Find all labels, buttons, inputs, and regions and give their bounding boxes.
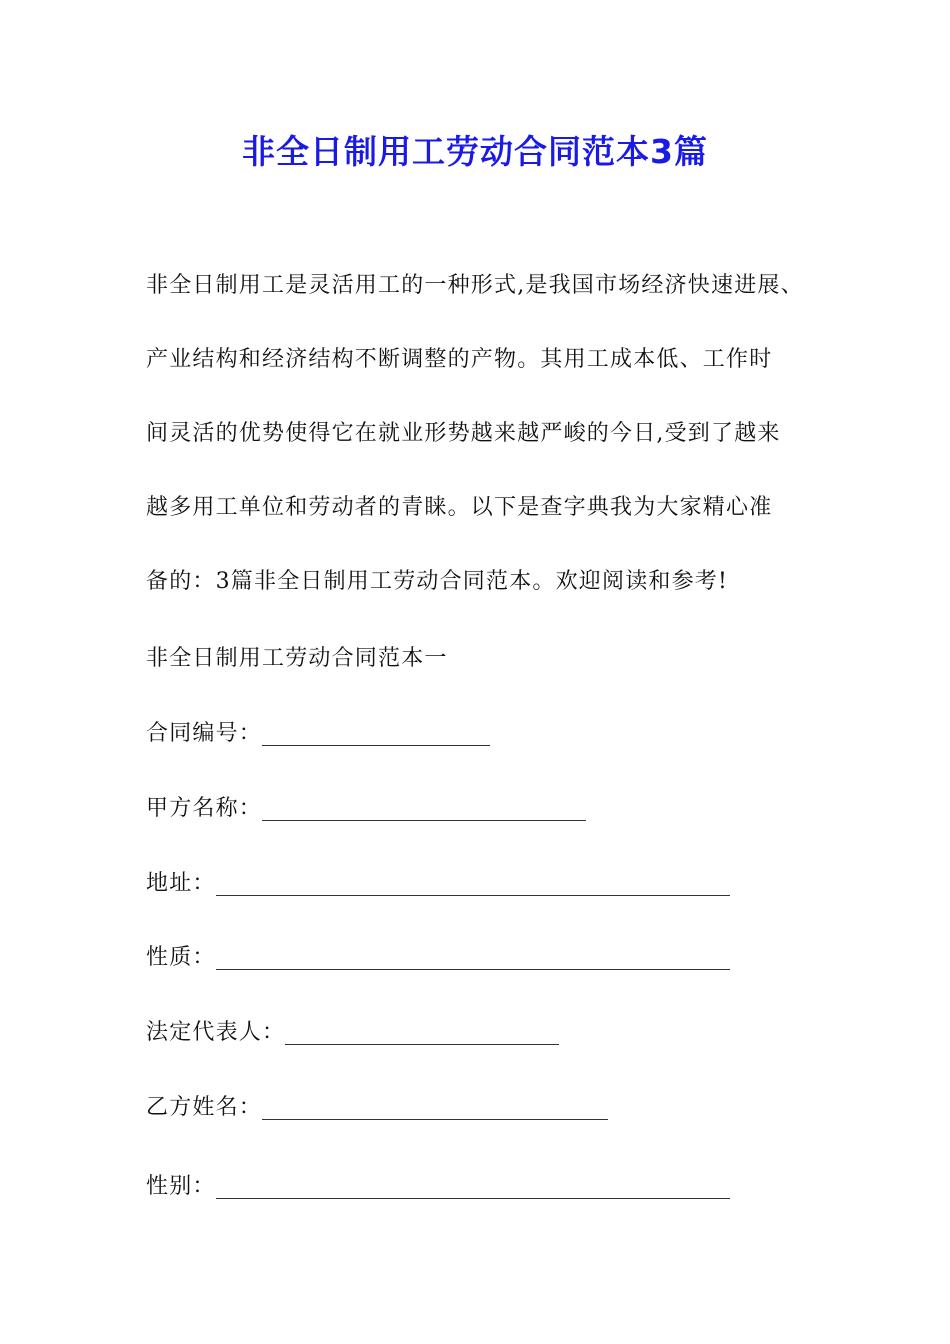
field-label: 乙方姓名： — [146, 1095, 263, 1120]
party-b-name-blank[interactable] — [262, 1119, 608, 1120]
intro-line: 越多用工单位和劳动者的青睐。以下是查字典我为大家精心准 — [146, 495, 773, 520]
address-field — [146, 860, 730, 908]
field-label: 性别： — [146, 1174, 216, 1199]
contract-number-blank[interactable] — [262, 745, 490, 746]
contract-number-field — [146, 710, 490, 758]
intro-line: 备的：3篇非全日制用工劳动合同范本。欢迎阅读和参考! — [146, 569, 729, 594]
gender-blank[interactable] — [216, 1198, 730, 1199]
nature-field — [146, 934, 730, 982]
field-label: 合同编号： — [146, 721, 263, 746]
legal-representative-blank[interactable] — [285, 1044, 559, 1045]
intro-line: 产业结构和经济结构不断调整的产物。其用工成本低、工作时 — [146, 347, 773, 372]
intro-paragraph — [146, 262, 836, 632]
party-a-name-field — [146, 785, 586, 833]
field-label: 法定代表人： — [146, 1020, 286, 1045]
party-b-name-field — [146, 1084, 608, 1132]
party-a-name-blank[interactable] — [262, 820, 586, 821]
address-blank[interactable] — [216, 895, 730, 896]
legal-representative-field — [146, 1009, 559, 1057]
section-heading: 非全日制用工劳动合同范本一 — [146, 646, 448, 671]
field-label: 性质： — [146, 945, 216, 970]
nature-blank[interactable] — [216, 969, 730, 970]
gender-field — [146, 1163, 730, 1211]
intro-line: 间灵活的优势使得它在就业形势越来越严峻的今日,受到了越来 — [146, 421, 781, 446]
intro-line: 非全日制用工是灵活用工的一种形式,是我国市场经济快速进展、 — [146, 273, 804, 298]
document-title: 非全日制用工劳动合同范本3篇 — [242, 132, 708, 171]
field-label: 地址： — [146, 871, 216, 896]
field-label: 甲方名称： — [146, 796, 263, 821]
